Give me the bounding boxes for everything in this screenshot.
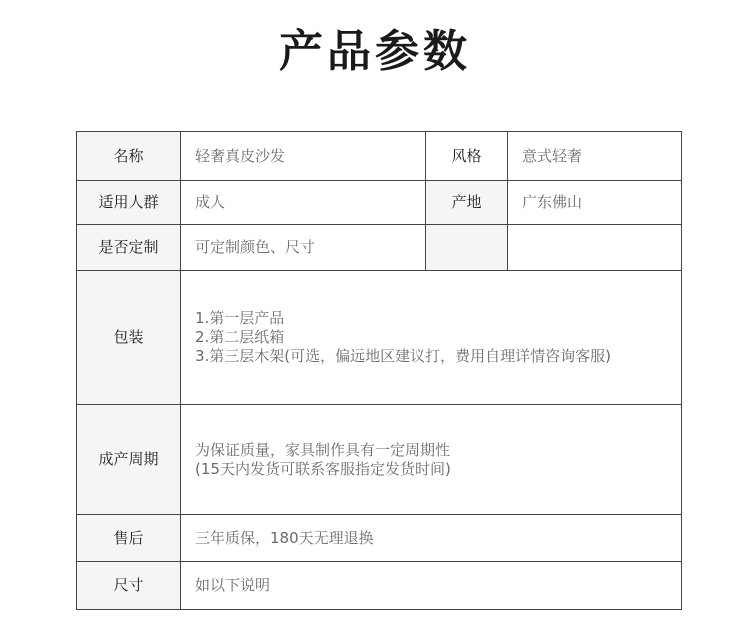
page-title: 产品参数 (279, 26, 471, 77)
table-row-customizable (77, 225, 682, 271)
customizable-label: 是否定制 (77, 225, 181, 271)
origin-value: 广东佛山 (508, 181, 682, 225)
name-value: 轻奢真皮沙发 (181, 132, 426, 181)
empty-value-cell (508, 225, 682, 271)
style-value: 意式轻奢 (508, 132, 682, 181)
table-row-production-cycle (77, 405, 682, 515)
after-sales-value: 三年质保，180天无理退换 (181, 515, 682, 562)
production-cycle-line: (15天内发货可联系客服指定发货时间) (195, 459, 451, 478)
after-sales-label: 售后 (77, 515, 181, 562)
packaging-value (181, 271, 682, 405)
packaging-label: 包装 (77, 271, 181, 405)
table-row-after-sales (77, 515, 682, 562)
packaging-line: 2.第二层纸箱 (195, 328, 285, 346)
packaging-line: 1.第一层产品 (195, 309, 285, 327)
table-row-packaging (77, 271, 682, 405)
audience-value: 成人 (181, 181, 426, 225)
style-label: 风格 (426, 132, 508, 181)
table-row-size (77, 562, 682, 610)
name-label: 名称 (77, 132, 181, 181)
table-row-name-style (77, 132, 682, 181)
audience-label: 适用人群 (77, 181, 181, 225)
empty-label-cell (426, 225, 508, 271)
customizable-value: 可定制颜色、尺寸 (181, 225, 426, 271)
size-value: 如以下说明 (181, 562, 682, 610)
origin-label: 产地 (426, 181, 508, 225)
packaging-line: 3.第三层木架(可选，偏远地区建议打，费用自理详情咨询客服) (195, 347, 612, 365)
production-cycle-label: 成产周期 (77, 405, 181, 515)
production-cycle-line: 为保证质量，家具制作具有一定周期性 (195, 440, 451, 459)
size-label: 尺寸 (77, 562, 181, 610)
production-cycle-value (181, 405, 682, 515)
table-row-audience-origin (77, 181, 682, 225)
product-params-table (76, 131, 682, 610)
